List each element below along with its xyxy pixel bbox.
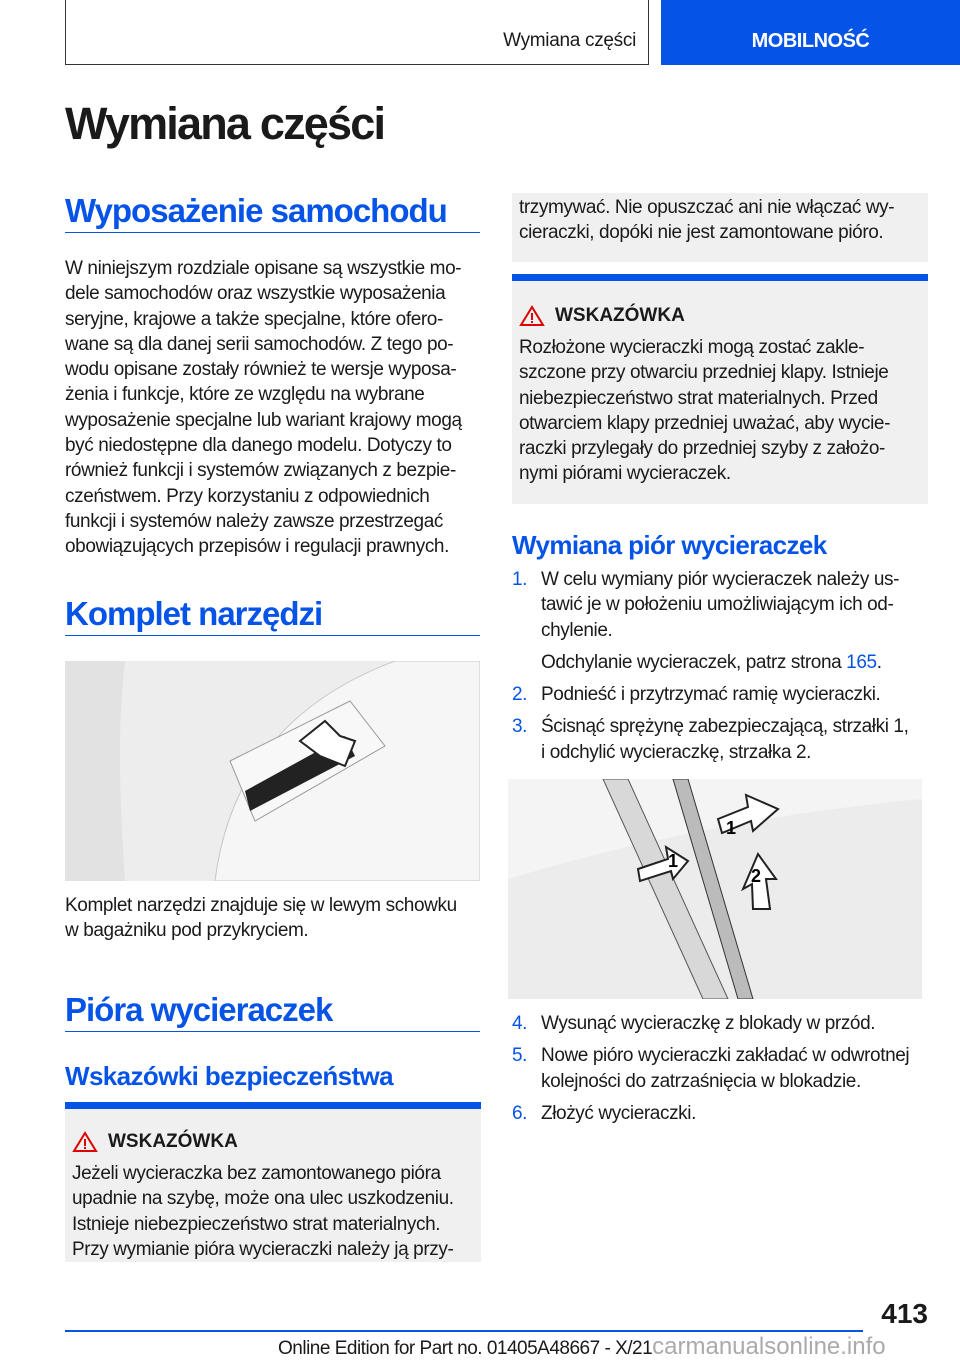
footer-edition: Online Edition for Part no. 01405A48667 - X/21carmanualsonline.info [278, 1333, 886, 1360]
wiper-figure [508, 779, 922, 999]
warning-title: WSKAZÓWKA [555, 305, 685, 326]
warning-box-2 [512, 274, 928, 504]
warning-triangle-icon [519, 305, 545, 327]
wipers-heading: Pióra wycieraczek [65, 991, 480, 1032]
warning-text: Rozłożone wycieraczki mogą zostać zakle- szczone przy otwarciu przedniej klapy. Istnieje niebezpieczeństwo strat materialnych. Przed otwarciem klapy przedniej uważać, aby wycie- raczki przylegały do przedniej szyby z założo- nymi piórami wycieraczek. [519, 337, 891, 485]
figure-label: 1 [726, 818, 737, 838]
steps-list-b [512, 1011, 932, 1126]
list-item: 4. Wysunąć wycieraczkę z blokady w przód. [512, 1013, 876, 1034]
page-link[interactable]: 165 [846, 651, 877, 673]
toolkit-image [65, 661, 480, 881]
list-item: 2. Podnieść i przytrzymać ramię wycieraczki. [512, 684, 881, 706]
figure-label: 2 [751, 866, 762, 886]
replace-heading: Wymiana piór wycieraczek [512, 530, 827, 560]
steps-list-a [512, 567, 932, 765]
list-item: 1. W celu wymiany piór wycieraczek należy us- tawić je w położeniu umożliwiającym ich od- chylenie. Odchylanie wycieraczek, patrz strona 165. [512, 569, 900, 673]
toolkit-heading: Komplet narzędzi [65, 595, 480, 636]
chapter-tab[interactable]: MOBILNOŚĆ [661, 0, 960, 65]
warning-text: Jeżeli wycieraczka bez zamontowanego pióra upadnie na szybę, może ona ulec uszkodzeniu. Istnieje niebezpieczeństwo strat materialnych. Przy wymianie pióra wycieraczki należy ją przy- [72, 1163, 454, 1260]
list-item: 3. Ścisnąć sprężynę zabezpieczającą, strzałki 1, i odchylić wycieraczkę, strzałka 2. [512, 716, 909, 763]
footer-divider [65, 1330, 863, 1332]
header-frame [65, 0, 649, 65]
safety-heading: Wskazówki bezpieczeństwa [65, 1061, 394, 1091]
page-number: 413 [881, 1298, 928, 1329]
watermark: carmanualsonline.info [652, 1333, 886, 1360]
page-title: Wymiana części [65, 98, 385, 149]
list-item: 5. Nowe pióro wycieraczki zakładać w odwrotnej kolejności do zatrzaśnięcia w blokadzie. [512, 1045, 910, 1092]
equipment-heading: Wyposażenie samochodu [65, 192, 480, 233]
warning-box-1 [65, 1102, 481, 1262]
warning-title: WSKAZÓWKA [108, 1131, 238, 1152]
toolkit-text: Komplet narzędzi znajduje się w lewym schowku w bagażniku pod przykryciem. [65, 895, 457, 942]
equipment-text: W niniejszym rozdziale opisane są wszystkie mo- dele samochodów oraz wszystkie wyposażenia seryjne, krajowe a także specjalne, które ofero- wane są dla danej serii samochodów. Z tego po- wodu opisane zostały również te wersje wyposa- żenia i funkcje, które ze względu na wybrane wyposażenie specjalne lub wariant krajowy mogą być niedostępne dla danego modelu. Dotyczy to również funkcji i systemów związanych z bezpie- czeństwem. Przy korzystaniu z odpowiednich funkcji i systemów należy zawsze przestrzegać obowiązujących przepisów i regulacji prawnych. [65, 258, 462, 558]
header-section-title: Wymiana części [503, 30, 636, 51]
list-item: 6. Złożyć wycieraczki. [512, 1102, 696, 1124]
warning-box-1-continued: trzymywać. Nie opuszczać ani nie włączać wy- cieraczki, dopóki nie jest zamontowane pióro. [512, 193, 928, 262]
figure-label: 1 [668, 851, 679, 871]
warning-triangle-icon [72, 1131, 98, 1153]
